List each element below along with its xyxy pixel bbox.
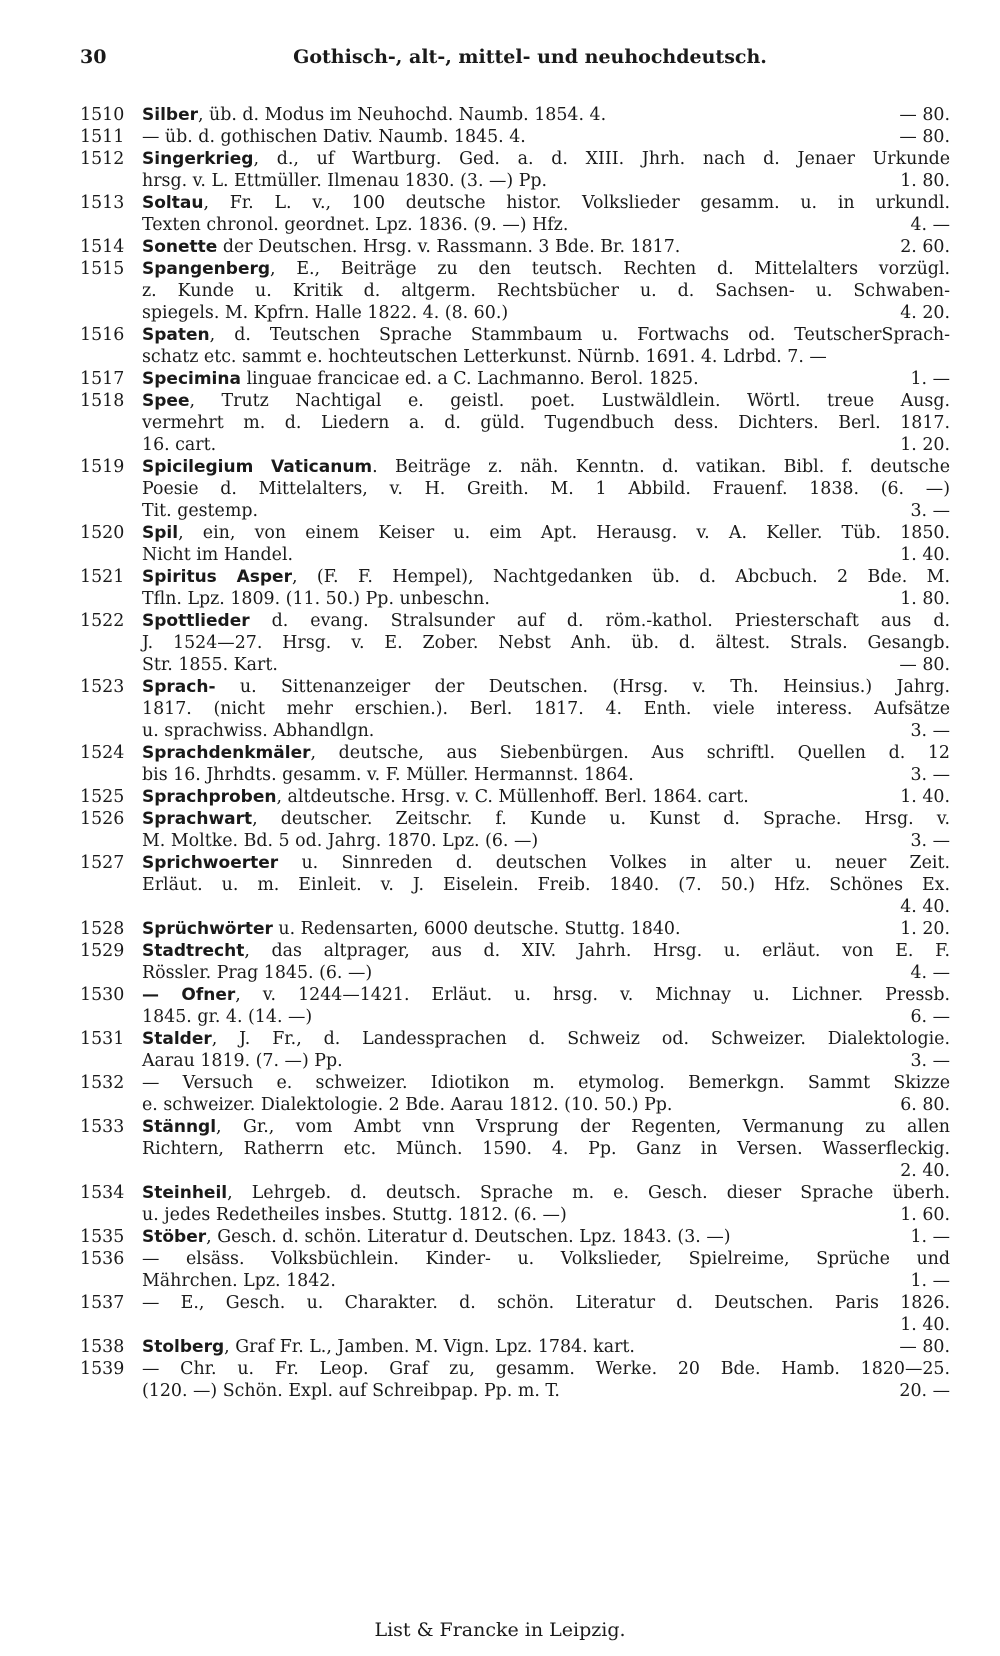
entry-number: 1532 (80, 1073, 125, 1093)
entry-description: . Beiträge z. näh. Kenntn. d. vatikan. Bibl. f. deutsche (372, 457, 950, 477)
entry-line (80, 632, 950, 654)
entry-number: 1536 (80, 1249, 125, 1269)
entry-number: 1511 (80, 127, 125, 147)
entry-keyword: Stänngl (142, 1117, 217, 1137)
catalog-entry (80, 940, 950, 984)
entry-line (80, 302, 950, 324)
entry-text (142, 1050, 860, 1072)
entry-text (142, 236, 860, 258)
entry-keyword: Sonette (142, 237, 218, 257)
entry-description: spiegels. M. Kpfrn. Halle 1822. 4. (8. 60.) (142, 303, 509, 323)
entry-text (142, 698, 950, 720)
entry-line (80, 984, 950, 1006)
entry-price: — 80. (899, 1337, 950, 1357)
entry-description: M. Moltke. Bd. 5 od. Jahrg. 1870. Lpz. (6. —) (142, 831, 539, 851)
catalog-entry (80, 1028, 950, 1072)
entry-price: 1. — (910, 1227, 950, 1247)
entry-number: 1539 (80, 1359, 125, 1379)
entry-description: Mährchen. Lpz. 1842. (142, 1271, 336, 1291)
entry-text (142, 874, 950, 896)
entry-price: 1. 40. (900, 787, 950, 807)
entry-description: , Trutz Nachtigal e. geistl. poet. Lustwäldlein. Wörtl. treue Ausg. (189, 391, 950, 411)
catalog-entry (80, 1292, 950, 1336)
entry-text (142, 412, 950, 434)
entry-line (80, 478, 950, 500)
entry-line (80, 1050, 950, 1072)
entry-description: — üb. d. gothischen Dativ. Naumb. 1845. 4. (142, 127, 526, 147)
entry-text (142, 654, 860, 676)
entry-keyword: Steinheil (142, 1183, 228, 1203)
entry-text (142, 1094, 860, 1116)
entry-price: 3. — (910, 1051, 950, 1071)
entry-text (142, 566, 950, 588)
entry-keyword: Singerkrieg (142, 149, 254, 169)
entry-text (142, 1336, 860, 1358)
entry-line (80, 720, 950, 742)
entry-description: , ein, von einem Keiser u. eim Apt. Herausg. v. A. Keller. Tüb. 1850. (178, 523, 950, 543)
entry-description: , E., Beiträge zu den teutsch. Rechten d. Mittelalters vorzügl. (270, 259, 950, 279)
catalog-entry (80, 566, 950, 610)
entry-line (80, 148, 950, 170)
entry-description: Tfln. Lpz. 1809. (11. 50.) Pp. unbeschn. (142, 589, 490, 609)
entry-description: schatz etc. sammt e. hochteutschen Letterkunst. Nürnb. 1691. 4. Ldrbd. 7. — (142, 347, 827, 367)
entry-text (142, 918, 860, 940)
entry-price: 4. — (910, 963, 950, 983)
entry-text (142, 346, 950, 368)
entry-price: 2. 60. (900, 237, 950, 257)
entry-price: 3. — (910, 765, 950, 785)
entry-number: 1531 (80, 1029, 125, 1049)
entry-price: 3. — (910, 501, 950, 521)
entry-description: , Graf Fr. L., Jamben. M. Vign. Lpz. 1784. kart. (224, 1337, 635, 1357)
entry-description: Aarau 1819. (7. —) Pp. (142, 1051, 343, 1071)
entry-number: 1513 (80, 193, 125, 213)
catalog-entry (80, 742, 950, 786)
entry-description: 1845. gr. 4. (14. —) (142, 1007, 313, 1027)
entry-line (80, 280, 950, 302)
entry-number: 1533 (80, 1117, 125, 1137)
entry-line (80, 544, 950, 566)
entry-line (80, 698, 950, 720)
entry-description: — Chr. u. Fr. Leop. Graf zu, gesamm. Werke. 20 Bde. Hamb. 1820—25. (142, 1359, 950, 1379)
entry-text (142, 852, 950, 874)
entry-description: d. evang. Stralsunder auf d. röm.-kathol. Priesterschaft aus d. (249, 611, 950, 631)
entry-text (142, 192, 950, 214)
entry-text (142, 368, 860, 390)
entry-keyword: Sprachproben (142, 787, 277, 807)
entry-line (80, 764, 950, 786)
entry-price: 1. 80. (900, 589, 950, 609)
page-number: 30 (80, 46, 107, 68)
catalog-entry (80, 676, 950, 742)
entry-line (80, 786, 950, 808)
entry-text (142, 830, 860, 852)
entry-keyword: Sprachdenkmäler (142, 743, 311, 763)
entry-text (142, 1226, 860, 1248)
entry-number: 1529 (80, 941, 125, 961)
entry-number: 1524 (80, 743, 125, 763)
entry-description: — elsäss. Volksbüchlein. Kinder- u. Volkslieder, Spielreime, Sprüche und (142, 1249, 950, 1269)
entry-line (80, 1182, 950, 1204)
entry-text (142, 610, 950, 632)
entry-price: 1. 80. (900, 171, 950, 191)
entry-text (142, 434, 860, 456)
entry-description: z. Kunde u. Kritik d. altgerm. Rechtsbücher u. d. Sachsen- u. Schwaben- (142, 281, 950, 301)
catalog-entry (80, 918, 950, 940)
entry-line (80, 676, 950, 698)
entry-keyword: Sprichwoerter (142, 853, 279, 873)
entry-number: 1520 (80, 523, 125, 543)
catalog-entry (80, 786, 950, 808)
entry-keyword: Stadtrecht (142, 941, 245, 961)
entry-description: der Deutschen. Hrsg. v. Rassmann. 3 Bde. Br. 1817. (217, 237, 681, 257)
entry-price: 6. 80. (900, 1095, 950, 1115)
entry-line (80, 1028, 950, 1050)
entry-number: 1528 (80, 919, 125, 939)
catalog-entry (80, 126, 950, 148)
entry-number: 1535 (80, 1227, 125, 1247)
entry-text (142, 1358, 950, 1380)
entry-text (142, 478, 950, 500)
entry-line (80, 1292, 950, 1314)
entry-number: 1527 (80, 853, 125, 873)
entry-text (142, 940, 950, 962)
catalog-entry (80, 522, 950, 566)
entry-number: 1523 (80, 677, 125, 697)
entry-line (80, 1358, 950, 1380)
entry-line (80, 896, 950, 918)
entry-keyword: Sprachwart (142, 809, 253, 829)
catalog-entry (80, 368, 950, 390)
entry-keyword: Specimina (142, 369, 241, 389)
entry-description: , üb. d. Modus im Neuhochd. Naumb. 1854. 4. (197, 105, 607, 125)
entry-price: 1. — (910, 1271, 950, 1291)
entry-description: , v. 1244—1421. Erläut. u. hrsg. v. Michnay u. Lichner. Pressb. (235, 985, 950, 1005)
entry-description: u. jedes Redetheiles insbes. Stuttg. 1812. (6. —) (142, 1205, 567, 1225)
entry-text (142, 1028, 950, 1050)
entry-keyword: Spicilegium Vaticanum (142, 457, 373, 477)
entry-line (80, 170, 950, 192)
entry-text (142, 676, 950, 698)
entry-line (80, 962, 950, 984)
entry-description: Tit. gestemp. (142, 501, 258, 521)
entry-price: 1. 40. (900, 545, 950, 565)
entry-text (142, 1182, 950, 1204)
entry-keyword: Stöber (142, 1227, 207, 1247)
entry-line (80, 1204, 950, 1226)
entry-line (80, 456, 950, 478)
catalog-entry (80, 192, 950, 236)
entry-text (142, 632, 950, 654)
entry-description: Nicht im Handel. (142, 545, 294, 565)
entry-keyword: Stalder (142, 1029, 212, 1049)
entry-line (80, 588, 950, 610)
entry-keyword: Spil (142, 523, 179, 543)
entry-line (80, 126, 950, 148)
page-header (80, 46, 980, 76)
catalog-entry (80, 984, 950, 1028)
entry-description: u. Sittenanzeiger der Deutschen. (Hrsg. v. Th. Heinsius.) Jahrg. (215, 677, 950, 697)
entry-price: 4. 40. (900, 897, 950, 917)
entry-line (80, 500, 950, 522)
entry-description: , Gr., vom Ambt vnn Vrsprung der Regenten, Vermanung zu allen (216, 1117, 950, 1137)
entry-line (80, 566, 950, 588)
entry-number: 1515 (80, 259, 125, 279)
catalog-entry (80, 258, 950, 324)
entry-text (142, 390, 950, 412)
entry-description: 1817. (nicht mehr erschien.). Berl. 1817. 4. Enth. viele interess. Aufsätze (142, 699, 950, 719)
entry-description: , Gesch. d. schön. Literatur d. Deutschen. Lpz. 1843. (3. —) (206, 1227, 731, 1247)
entry-price: 1. 60. (900, 1205, 950, 1225)
catalog-entry (80, 1072, 950, 1116)
entry-keyword: Silber (142, 105, 198, 125)
entry-line (80, 346, 950, 368)
catalog-entry (80, 456, 950, 522)
entry-line (80, 368, 950, 390)
entry-line (80, 214, 950, 236)
entry-line (80, 1226, 950, 1248)
entry-description: , d. Teutschen Sprache Stammbaum u. Fortwachs od. TeutscherSprach- (209, 325, 950, 345)
entry-keyword: Spottlieder (142, 611, 250, 631)
entry-number: 1512 (80, 149, 125, 169)
entry-price: 4. 20. (900, 303, 950, 323)
entry-description: vermehrt m. d. Liedern a. d. güld. Tugendbuch dess. Dichters. Berl. 1817. (142, 413, 950, 433)
catalog-entry (80, 1116, 950, 1182)
entry-description: (120. —) Schön. Expl. auf Schreibpap. Pp. m. T. (142, 1381, 560, 1401)
entry-keyword: — Ofner (142, 985, 236, 1005)
entry-price: 3. — (910, 831, 950, 851)
entry-line (80, 1006, 950, 1028)
entry-description: Str. 1855. Kart. (142, 655, 278, 675)
entry-description: , altdeutsche. Hrsg. v. C. Müllenhoff. Berl. 1864. cart. (276, 787, 749, 807)
entry-number: 1519 (80, 457, 125, 477)
entry-number: 1538 (80, 1337, 125, 1357)
catalog-entries (80, 104, 950, 1402)
entry-text (142, 742, 950, 764)
entry-line (80, 1072, 950, 1094)
entry-line (80, 1138, 950, 1160)
entry-line (80, 1314, 950, 1336)
entry-text (142, 764, 860, 786)
entry-line (80, 1336, 950, 1358)
entry-number: 1530 (80, 985, 125, 1005)
entry-text (142, 962, 860, 984)
entry-line (80, 258, 950, 280)
entry-line (80, 742, 950, 764)
entry-keyword: Spangenberg (142, 259, 271, 279)
entry-line (80, 1248, 950, 1270)
catalog-entry (80, 852, 950, 918)
entry-line (80, 830, 950, 852)
entry-line (80, 808, 950, 830)
entry-keyword: Stolberg (142, 1337, 225, 1357)
entry-description: u. Redensarten, 6000 deutsche. Stuttg. 1840. (272, 919, 681, 939)
entry-description: , (F. F. Hempel), Nachtgedanken üb. d. Abcbuch. 2 Bde. M. (291, 567, 950, 587)
entry-description: Poesie d. Mittelalters, v. H. Greith. M. 1 Abbild. Frauenf. 1838. (6. —) (142, 479, 950, 499)
entry-description: , d., uf Wartburg. Ged. a. d. XIII. Jhrh. nach d. Jenaer Urkunde (253, 149, 950, 169)
entry-line (80, 522, 950, 544)
publisher-footer: List & Francke in Leipzig. (374, 1619, 626, 1641)
entry-line (80, 852, 950, 874)
entry-number: 1514 (80, 237, 125, 257)
entry-keyword: Spiritus Asper (142, 567, 292, 587)
entry-line (80, 412, 950, 434)
entry-description: , deutsche, aus Siebenbürgen. Aus schriftl. Quellen d. 12 (310, 743, 950, 763)
catalog-entry (80, 104, 950, 126)
running-title: Gothisch-, alt-, mittel- und neuhochdeutsch. (293, 46, 767, 68)
entry-text (142, 126, 860, 148)
catalog-entry (80, 148, 950, 192)
entry-description: — Versuch e. schweizer. Idiotikon m. etymolog. Bemerkgn. Sammt Skizze (142, 1073, 950, 1093)
catalog-entry (80, 236, 950, 258)
entry-text (142, 1270, 860, 1292)
entry-text (142, 1204, 860, 1226)
entry-text (142, 148, 950, 170)
entry-keyword: Soltau (142, 193, 204, 213)
entry-description: , J. Fr., d. Landessprachen d. Schweiz od. Schweizer. Dialektologie. (211, 1029, 950, 1049)
entry-description: 16. cart. (142, 435, 217, 455)
entry-text (142, 280, 950, 302)
entry-price: 4. — (910, 215, 950, 235)
entry-text (142, 1380, 860, 1402)
entry-description: J. 1524—27. Hrsg. v. E. Zober. Nebst Anh. üb. d. ältest. Strals. Gesangb. (142, 633, 950, 653)
entry-text (142, 1292, 950, 1314)
catalog-entry (80, 1336, 950, 1358)
catalog-entry (80, 390, 950, 456)
entry-description: e. schweizer. Dialektologie. 2 Bde. Aarau 1812. (10. 50.) Pp. (142, 1095, 673, 1115)
catalog-entry (80, 1226, 950, 1248)
entry-text (142, 302, 860, 324)
entry-text (142, 500, 860, 522)
entry-line (80, 434, 950, 456)
entry-text (142, 1116, 950, 1138)
entry-text (142, 214, 860, 236)
entry-keyword: Spee (142, 391, 190, 411)
entry-number: 1521 (80, 567, 125, 587)
entry-price: — 80. (899, 127, 950, 147)
entry-price: — 80. (899, 105, 950, 125)
entry-description: Texten chronol. geordnet. Lpz. 1836. (9. —) Hfz. (142, 215, 569, 235)
entry-text (142, 544, 860, 566)
catalog-entry (80, 610, 950, 676)
entry-price: 3. — (910, 721, 950, 741)
entry-price: 1. — (910, 369, 950, 389)
entry-text (142, 808, 950, 830)
entry-description: , Fr. L. v., 100 deutsche histor. Volkslieder gesamm. u. in urkundl. (203, 193, 950, 213)
catalog-entry (80, 1248, 950, 1292)
entry-text (142, 786, 860, 808)
entry-text (142, 522, 950, 544)
entry-price: 1. 20. (900, 919, 950, 939)
entry-text (142, 258, 950, 280)
entry-line (80, 1160, 950, 1182)
entry-text (142, 324, 950, 346)
entry-text (142, 1006, 860, 1028)
entry-line (80, 654, 950, 676)
entry-number: 1534 (80, 1183, 125, 1203)
entry-description: u. Sinnreden d. deutschen Volkes in alter u. neuer Zeit. (278, 853, 950, 873)
entry-text (142, 588, 860, 610)
entry-line (80, 192, 950, 214)
entry-price: — 80. (899, 655, 950, 675)
entry-number: 1517 (80, 369, 125, 389)
entry-number: 1518 (80, 391, 125, 411)
entry-line (80, 324, 950, 346)
entry-number: 1510 (80, 105, 125, 125)
entry-price: 2. 40. (900, 1161, 950, 1181)
entry-line (80, 1094, 950, 1116)
entry-line (80, 1380, 950, 1402)
entry-line (80, 1270, 950, 1292)
entry-number: 1522 (80, 611, 125, 631)
entry-keyword: Sprach- (142, 677, 216, 697)
entry-description: bis 16. Jhrhdts. gesamm. v. F. Müller. Hermannst. 1864. (142, 765, 634, 785)
entry-line (80, 610, 950, 632)
entry-description: u. sprachwiss. Abhandlgn. (142, 721, 375, 741)
entry-text (142, 456, 950, 478)
entry-description: linguae francicae ed. a C. Lachmanno. Berol. 1825. (240, 369, 699, 389)
entry-description: hrsg. v. L. Ettmüller. Ilmenau 1830. (3. —) Pp. (142, 171, 548, 191)
entry-description: , das altprager, aus d. XIV. Jahrh. Hrsg. u. erläut. von E. F. (244, 941, 950, 961)
entry-line (80, 390, 950, 412)
entry-description: , deutscher. Zeitschr. f. Kunde u. Kunst d. Sprache. Hrsg. v. (252, 809, 950, 829)
entry-description: — E., Gesch. u. Charakter. d. schön. Literatur d. Deutschen. Paris 1826. (142, 1293, 950, 1313)
entry-keyword: Spaten (142, 325, 210, 345)
catalog-entry (80, 324, 950, 368)
entry-number: 1525 (80, 787, 125, 807)
entry-line (80, 874, 950, 896)
entry-line (80, 940, 950, 962)
catalog-entry (80, 1182, 950, 1226)
entry-description: Rössler. Prag 1845. (6. —) (142, 963, 373, 983)
entry-text (142, 1138, 950, 1160)
catalog-entry (80, 1358, 950, 1402)
entry-text (142, 1072, 950, 1094)
entry-text (142, 1248, 950, 1270)
entry-description: Erläut. u. m. Einleit. v. J. Eiselein. Freib. 1840. (7. 50.) Hfz. Schönes Ex. (142, 875, 950, 895)
entry-description: Richtern, Ratherrn etc. Münch. 1590. 4. Pp. Ganz in Versen. Wasserfleckig. (142, 1139, 950, 1159)
entry-line (80, 236, 950, 258)
catalog-entry (80, 808, 950, 852)
entry-line (80, 918, 950, 940)
entry-line (80, 1116, 950, 1138)
entry-number: 1537 (80, 1293, 125, 1313)
entry-line (80, 104, 950, 126)
entry-price: 6. — (910, 1007, 950, 1027)
entry-price: 1. 40. (900, 1315, 950, 1335)
entry-text (142, 170, 860, 192)
entry-text (142, 984, 950, 1006)
entry-price: 20. — (899, 1381, 950, 1401)
entry-number: 1516 (80, 325, 125, 345)
entry-keyword: Sprüchwörter (142, 919, 273, 939)
entry-price: 1. 20. (900, 435, 950, 455)
entry-text (142, 720, 860, 742)
entry-number: 1526 (80, 809, 125, 829)
entry-description: , Lehrgeb. d. deutsch. Sprache m. e. Gesch. dieser Sprache überh. (227, 1183, 950, 1203)
entry-text (142, 104, 860, 126)
